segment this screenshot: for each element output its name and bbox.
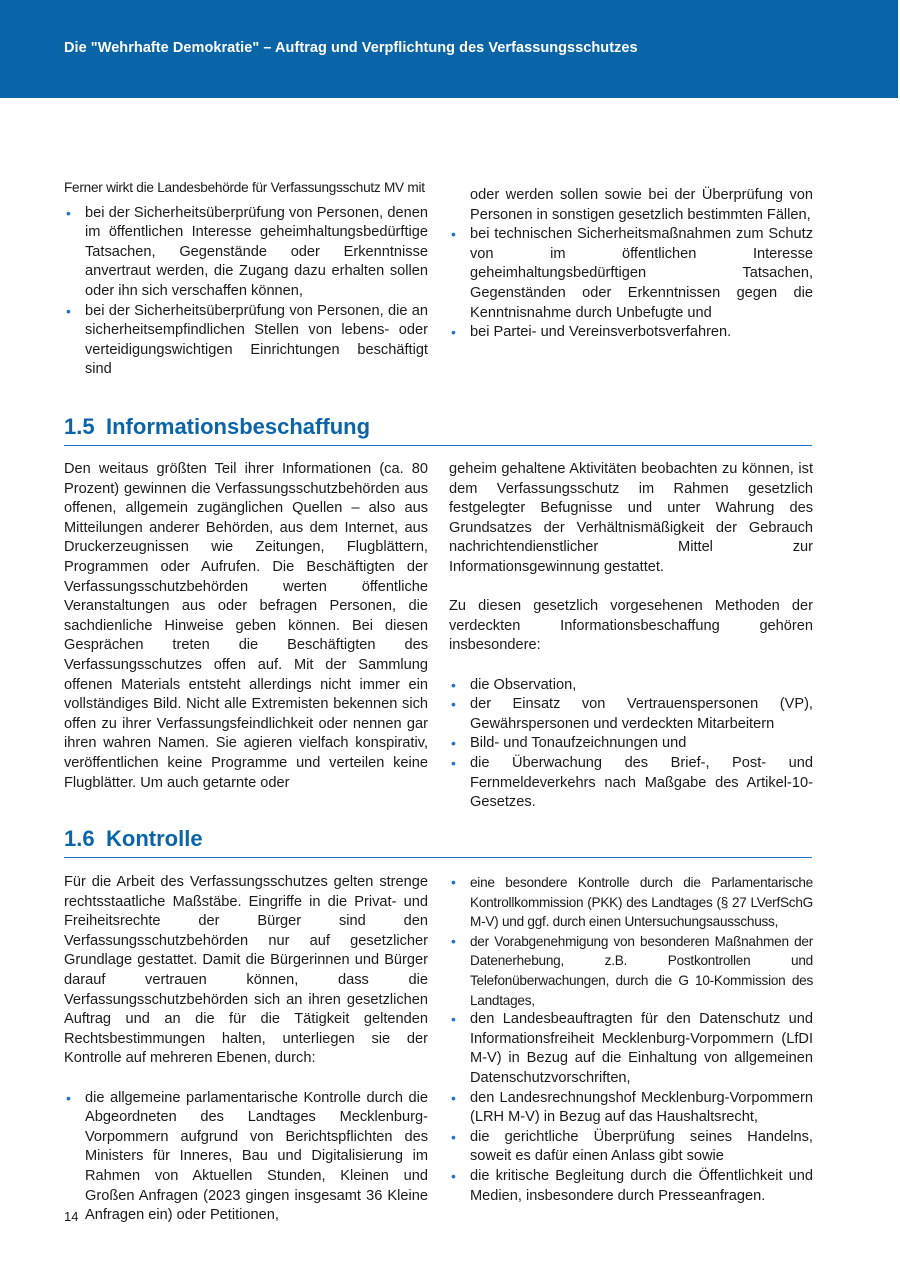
list-item: • bei technischen Sicherheitsmaßnahmen zum Schutz von im öffentlichen Interesse geheimhaltungsbedürftigen Tatsachen, Gegenständen oder Erkenntnissen gegen die Kenntnisnahme durch Unbefugte und: [451, 226, 813, 321]
list-item: • der Einsatz von Vertrauenspersonen (VP), Gewährspersonen und verdeckten Mitarbeitern: [451, 696, 813, 732]
bullet-icon: •: [451, 1128, 456, 1145]
bullet-icon: •: [451, 676, 456, 693]
paragraph: Zu diesen gesetzlich vorgesehenen Methoden der verdeckten Informationsbeschaffung gehören insbesondere:: [449, 598, 813, 654]
intro-right-column: [449, 186, 813, 343]
section-1-5-left-column: [64, 460, 428, 793]
header-title: Die "Wehrhafte Demokratie" – Auftrag und Verpflichtung des Verfassungsschutzes: [64, 40, 638, 56]
section-title: Informationsbeschaffung: [106, 414, 371, 439]
bullet-icon: •: [451, 1011, 456, 1028]
section-1-6-right-column: [449, 873, 813, 1206]
list-item: • den Landesrechnungshof Mecklenburg-Vorpommern (LRH M-V) in Bezug auf das Haushaltsrecht,: [451, 1089, 813, 1126]
intro-continuation: oder werden sollen sowie bei der Überprüfung von Personen in sonstigen gesetzlich bestimmten Fällen,: [470, 187, 813, 223]
paragraph: Für die Arbeit des Verfassungsschutzes gelten strenge rechtsstaatliche Maßstäbe. Eingriffe in die Privat- und Freiheitsrechte der Bürger sind den Verfassungsschutzbehörden nur auf gesetzlicher Grundlage gestattet. Damit die Bürgerinnen und Bürger darauf vertrauen können, dass die Verfassungsschutzbehörden sich an ihren gesetzlichen Auftrag und an die für die Tätigkeit geltenden Rechtsbestimmungen halten, unterliegen sie der Kontrolle auf mehreren Ebenen, durch:: [64, 874, 428, 1067]
bullet-icon: •: [66, 204, 71, 221]
section-heading-1-5: [64, 413, 812, 446]
section-1-5-right-column: [449, 460, 813, 813]
bullet-icon: •: [451, 1167, 456, 1184]
section-title: Kontrolle: [106, 826, 203, 851]
paragraph: Den weitaus größten Teil ihrer Informationen (ca. 80 Prozent) gewinnen die Verfassungsschutzbehörden aus offenen, allgemein zugänglichen Quellen – also aus Mitteilungen anderer Behörden, aus dem Internet, aus Druckerzeugnissen wie Zeitungen, Flugblättern, Programmen oder Aufrufen. Die Beschäftigten der Verfassungsschutzbehörden werten öffentliche Veranstaltungen aus oder befragen Personen, die sachdienliche Hinweise geben können. Bei diesen Gesprächen treten die Beschäftigten des Verfassungsschutzes offen auf. Mit der Sammlung offenen Materials entsteht allerdings nicht immer ein vollständiges Bild. Nicht alle Extremisten bekennen sich offen zu ihrer Verfassungsfeindlichkeit oder nennen gar ihren wahren Namen. Sie agieren vielfach konspirativ, veröffentlichen keine Programme und verteilen keine Flugblätter. Um auch getarnte oder: [64, 461, 428, 791]
bullet-icon: •: [451, 754, 456, 771]
section-heading-1-6: [64, 825, 812, 858]
paragraph: geheim gehaltene Aktivitäten beobachten zu können, ist dem Verfassungsschutz im Rahmen gesetzlich festgelegter Befugnisse und unter Wahrung des Grundsatzes der Verhältnismäßigkeit der Gebrauch nachrichtendienstlicher Mittel zur Informationsgewinnung gestattet.: [449, 461, 813, 575]
list-item: • bei der Sicherheitsüberprüfung von Personen, die an sicherheitsempfindlichen Stellen von lebens- oder verteidigungswichtigen Einrichtungen beschäftigt sind: [66, 302, 428, 378]
list-item: • die allgemeine parlamentarische Kontrolle durch die Abgeordneten des Landtages Mecklenburg-Vorpommern aufgrund von Berichtspflichten des Ministers für Inneres, Bau und Digitalisierung im Rahmen von Aktuellen Stunden, Kleinen und Großen Anfragen (2023 gingen insgesamt 36 Kleine Anfragen ein) oder Petitionen,: [66, 1089, 428, 1224]
list-item: • bei Partei- und Vereinsverbotsverfahren.: [449, 323, 813, 343]
section-1-6-left-column: [64, 873, 428, 1226]
list-item: • die Observation,: [449, 676, 813, 696]
list-item: • eine besondere Kontrolle durch die Parlamentarische Kontrollkommission (PKK) des Landtages (§ 27 LVerfSchG M-V) und ggf. durch einen Untersuchungsausschuss,: [451, 874, 813, 930]
bullet-icon: •: [66, 1089, 71, 1106]
list-item: • bei der Sicherheitsüberprüfung von Personen, denen im öffentlichen Interesse geheimhaltungsbedürftige Tatsachen, Gegenstände oder Erkenntnisse anvertraut werden, die Zugang dazu erhalten sollen oder ihn sich verschaffen können,: [66, 204, 428, 299]
list-item: • Bild- und Tonaufzeichnungen und: [449, 734, 813, 754]
bullet-icon: •: [451, 696, 456, 713]
bullet-icon: •: [451, 932, 456, 949]
section-number: 1.6: [64, 826, 95, 851]
list-item: • die Überwachung des Brief-, Post- und Fernmeldeverkehrs nach Maßgabe des Artikel-10-Gesetzes.: [451, 754, 813, 811]
list-item: • die kritische Begleitung durch die Öffentlichkeit und Medien, insbesondere durch Presseanfragen.: [451, 1167, 813, 1204]
intro-left-column: [64, 178, 428, 380]
bullet-icon: •: [66, 302, 71, 319]
intro-lead: Ferner wirkt die Landesbehörde für Verfassungsschutz MV mit: [64, 180, 425, 195]
page-header-band: [0, 0, 898, 98]
bullet-icon: •: [451, 1089, 456, 1106]
list-item: • den Landesbeauftragten für den Datenschutz und Informationsfreiheit Mecklenburg-Vorpommern (LfDI M-V) in Bezug auf die Einhaltung von allgemeinen Datenschutzvorschriften,: [451, 1011, 813, 1086]
list-item: • der Vorabgenehmigung von besonderen Maßnahmen der Datenerhebung, z.B. Postkontrollen und Telefonüberwachungen, durch die G 10-Kommission des Landtages,: [451, 932, 813, 1008]
section-number: 1.5: [64, 414, 95, 439]
list-item: • die gerichtliche Überprüfung seines Handelns, soweit es dafür einen Anlass gibt sowie: [451, 1128, 813, 1165]
bullet-icon: •: [451, 874, 456, 890]
bullet-icon: •: [451, 226, 456, 243]
page-number: 14: [64, 1209, 79, 1224]
bullet-icon: •: [451, 324, 456, 341]
bullet-icon: •: [451, 735, 456, 752]
